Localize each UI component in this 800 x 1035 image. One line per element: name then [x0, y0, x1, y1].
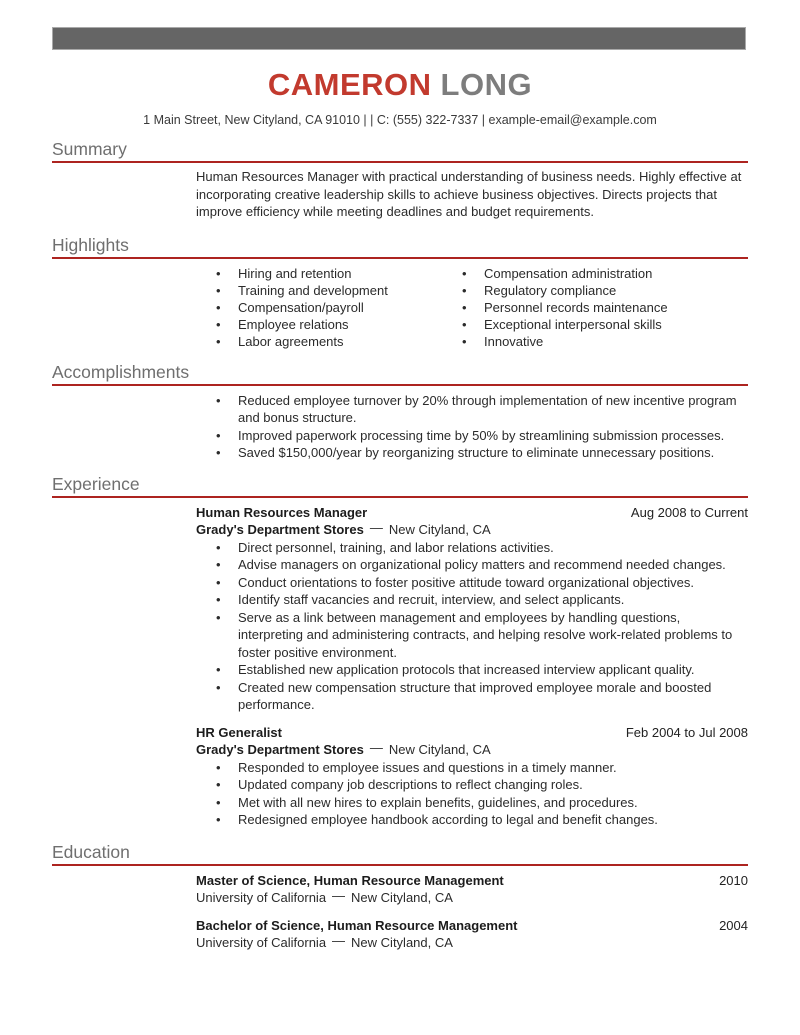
job-position: HR Generalist [196, 724, 282, 740]
job-position: Human Resources Manager [196, 504, 368, 520]
job-header [196, 724, 748, 741]
job-bullet: • Updated company job descriptions to reflect changing roles. [196, 776, 748, 794]
degree-school-line [196, 934, 748, 951]
candidate-last-name: LONG [440, 67, 533, 102]
degree-header [196, 872, 748, 889]
job-company: Grady's Department Stores [196, 521, 364, 537]
degree-school: University of California [196, 889, 327, 905]
job-entry [196, 504, 748, 714]
contact-line: 1 Main Street, New Cityland, CA 91010 | | C: (555) 322-7337 | example-email@example.com [143, 113, 657, 127]
job-bullet: • Established new application protocols that increased interview applicant quality. [196, 661, 748, 679]
candidate-name [0, 68, 800, 102]
job-bullet: • Met with all new hires to explain benefits, guidelines, and procedures. [196, 794, 748, 812]
accomplishment-item: • Saved $150,000/year by reorganizing structure to eliminate unnecessary positions. [196, 444, 748, 462]
accomplishments-title: Accomplishments [52, 362, 748, 386]
job-dates: Aug 2008 to Current [630, 504, 748, 520]
degree-entry [196, 917, 748, 951]
job-header [196, 504, 748, 521]
highlight-item: • Personnel records maintenance [442, 299, 748, 316]
highlights-title: Highlights [52, 235, 748, 259]
job-bullet: • Advise managers on organizational policy matters and recommend needed changes. [196, 556, 748, 574]
dash-separator: — [332, 887, 346, 903]
job-bullet: • Created new compensation structure that improved employee morale and boosted performance. [196, 679, 748, 714]
section-experience [52, 474, 748, 829]
resume-content [52, 139, 748, 951]
job-bullet: • Direct personnel, training, and labor relations activities. [196, 539, 748, 557]
job-bullet: • Conduct orientations to foster positive attitude toward organizational objectives. [196, 574, 748, 592]
degree-header [196, 917, 748, 934]
dash-separator: — [369, 519, 383, 535]
degree-location: New Cityland, CA [351, 934, 453, 950]
degree-name: Master of Science, Human Resource Management [196, 872, 504, 888]
degree-name: Bachelor of Science, Human Resource Management [196, 917, 518, 933]
highlight-item: • Labor agreements [196, 333, 442, 350]
accomplishment-item: • Improved paperwork processing time by 50% by streamlining submission processes. [196, 427, 748, 445]
highlight-item: • Training and development [196, 282, 442, 299]
highlights-column-1 [196, 265, 442, 350]
experience-title: Experience [52, 474, 748, 498]
dash-separator: — [369, 739, 383, 755]
degree-location: New Cityland, CA [351, 889, 453, 905]
summary-title: Summary [52, 139, 748, 163]
header-banner [52, 27, 746, 50]
job-company-line [196, 521, 748, 538]
accomplishment-item: • Reduced employee turnover by 20% through implementation of new incentive program and bonus structure. [196, 392, 748, 427]
highlights-column-2 [442, 265, 748, 350]
job-bullet-list [196, 539, 748, 714]
degree-school-line [196, 889, 748, 906]
highlight-item: • Compensation/payroll [196, 299, 442, 316]
job-bullet: • Redesigned employee handbook according to legal and benefit changes. [196, 811, 748, 829]
highlight-item: • Innovative [442, 333, 748, 350]
job-bullet: • Serve as a link between management and employees by handling questions, interpreting and administering contracts, and helping resolve work-related problems to foster positive environment. [196, 609, 748, 662]
summary-text: Human Resources Manager with practical understanding of business needs. Highly effective at incorporating creative leadership skills to achieve business objectives. Directs projects that improve efficiency while meeting deadlines and budget requirements. [196, 169, 742, 219]
job-company: Grady's Department Stores [196, 741, 364, 757]
candidate-first-name: CAMERON [267, 67, 432, 102]
section-highlights [52, 235, 748, 350]
highlight-item: • Compensation administration [442, 265, 748, 282]
job-bullet: • Identify staff vacancies and recruit, interview, and select applicants. [196, 591, 748, 609]
highlight-item: • Exceptional interpersonal skills [442, 316, 748, 333]
section-summary [52, 139, 748, 221]
job-bullet-list [196, 759, 748, 829]
section-education [52, 842, 748, 951]
accomplishments-list [196, 392, 748, 462]
highlight-item: • Regulatory compliance [442, 282, 748, 299]
dash-separator: — [332, 932, 346, 948]
education-title: Education [52, 842, 748, 866]
degree-year: 2010 [719, 872, 748, 888]
job-location: New Cityland, CA [388, 741, 491, 757]
degree-year: 2004 [719, 917, 748, 933]
job-bullet: • Responded to employee issues and questions in a timely manner. [196, 759, 748, 777]
job-entry [196, 724, 748, 829]
degree-school: University of California [196, 934, 327, 950]
highlights-columns [196, 265, 748, 350]
job-company-line [196, 741, 748, 758]
job-dates: Feb 2004 to Jul 2008 [625, 724, 748, 740]
highlight-item: • Employee relations [196, 316, 442, 333]
degree-entry [196, 872, 748, 906]
section-accomplishments [52, 362, 748, 462]
highlight-item: • Hiring and retention [196, 265, 442, 282]
job-location: New Cityland, CA [388, 521, 491, 537]
